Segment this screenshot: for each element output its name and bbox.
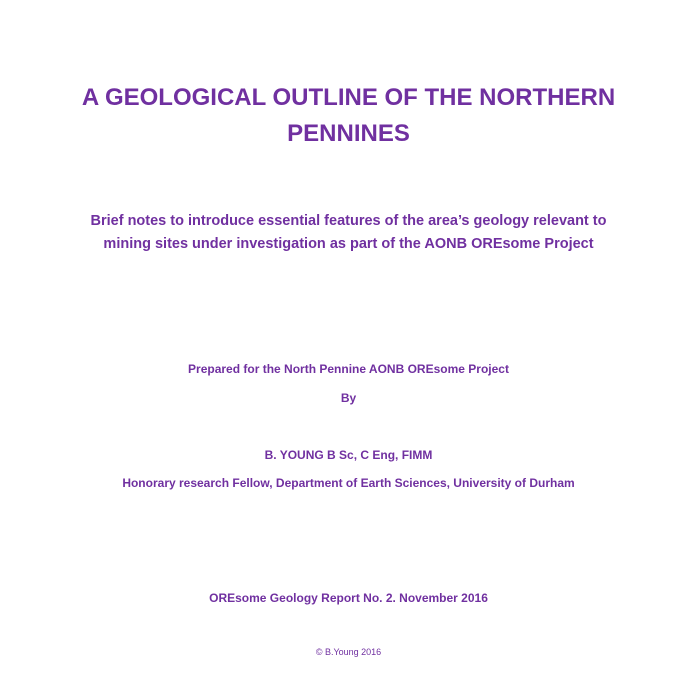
subtitle-line-2: mining sites under investigation as part of the AONB OREsome Project xyxy=(103,236,594,252)
title-line-1: A GEOLOGICAL OUTLINE OF THE NORTHERN xyxy=(81,84,616,111)
title-line-2: PENNINES xyxy=(287,120,410,147)
subtitle-line-1: Brief notes to introduce essential features of the area’s geology relevant to xyxy=(90,213,607,229)
prepared-for-text: Prepared for the North Pennine AONB OREsome Project xyxy=(188,362,509,376)
copyright-notice: © B.Young 2016 xyxy=(315,647,382,657)
by-text: By xyxy=(340,391,357,405)
report-number: OREsome Geology Report No. 2. November 2016 xyxy=(209,591,488,605)
author-affiliation: Honorary research Fellow, Department of Earth Sciences, University of Durham xyxy=(122,476,575,490)
author-name: B. YOUNG B Sc, C Eng, FIMM xyxy=(264,448,433,462)
